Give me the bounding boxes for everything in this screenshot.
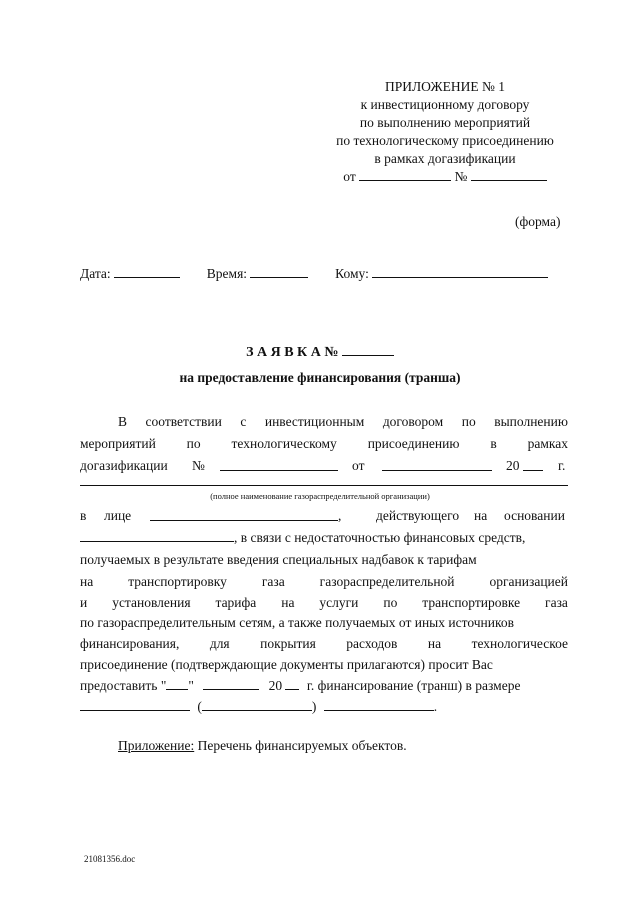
appendix-line: по технологическому присоединению — [336, 133, 554, 148]
amount-digits-blank — [80, 699, 190, 711]
body-line: по газораспределительным сетям, а также получаемых от иных источников — [80, 615, 514, 630]
appendix-date-number: от № — [300, 168, 590, 186]
date-field — [114, 266, 180, 278]
basis-blank — [80, 530, 234, 542]
time-field — [250, 266, 308, 278]
body-line: догазификации № от 20 г. — [80, 458, 566, 473]
attachment-line — [118, 737, 568, 755]
contract-year-blank — [523, 459, 543, 471]
representative-blank — [150, 509, 338, 521]
body-line: в лице , действующего на основании — [80, 508, 565, 523]
request-subtitle: на предоставление финансирования (транша) — [179, 370, 461, 385]
meta-line — [80, 266, 548, 282]
attachment-text: Перечень финансируемых объектов. — [197, 738, 407, 753]
date-label: Дата: — [80, 266, 111, 281]
body-line: присоединение (подтверждающие документы прилагаются) просит Вас — [80, 657, 493, 672]
appendix-header — [300, 78, 590, 186]
body-line: мероприятий по технологическому присоединению в рамках — [80, 436, 568, 451]
body-line: финансирования, для покрытия расходов на технологическое — [80, 636, 568, 651]
appendix-line: к инвестиционному договору — [360, 97, 530, 112]
footer-filename: 21081356.doc — [84, 854, 136, 864]
time-label: Время: — [206, 266, 248, 281]
number-blank — [471, 169, 547, 181]
contract-number-blank — [220, 459, 338, 471]
body-line: , в связи с недостаточностью финансовых средств, — [80, 529, 568, 547]
body-line: предоставить " " 20 г. финансирование (транш) в размере — [80, 678, 521, 693]
org-name-line — [80, 485, 568, 486]
body-line: и установления тарифа на услуги по транспортировке газа — [80, 595, 568, 610]
to-field — [372, 266, 548, 278]
body-line: получаемых в результате введения специальных надбавок к тарифам — [80, 552, 477, 567]
appendix-line: в рамках догазификации — [374, 151, 516, 166]
body-line: на транспортировку газа газораспределительной организацией — [80, 574, 568, 589]
request-title: З А Я В К А № — [0, 344, 640, 361]
day-blank — [166, 678, 188, 690]
org-caption: (полное наименование газораспределительной организации) — [210, 491, 430, 501]
body-line: В соответствии с инвестиционным договором по выполнению — [118, 414, 568, 429]
amount-words-blank — [202, 699, 312, 711]
to-label: Кому: — [335, 266, 369, 281]
body-line: ( ) . — [80, 698, 568, 716]
date-blank — [359, 169, 451, 181]
year-blank — [285, 678, 299, 690]
contract-date-blank — [382, 459, 492, 471]
currency-blank — [324, 699, 434, 711]
appendix-line: по выполнению мероприятий — [359, 115, 531, 130]
month-blank — [203, 678, 259, 690]
form-label: (форма) — [515, 214, 561, 229]
attachment-label: Приложение: — [118, 738, 195, 753]
appendix-title: ПРИЛОЖЕНИЕ № 1 — [384, 79, 506, 94]
request-number-blank — [342, 344, 394, 356]
